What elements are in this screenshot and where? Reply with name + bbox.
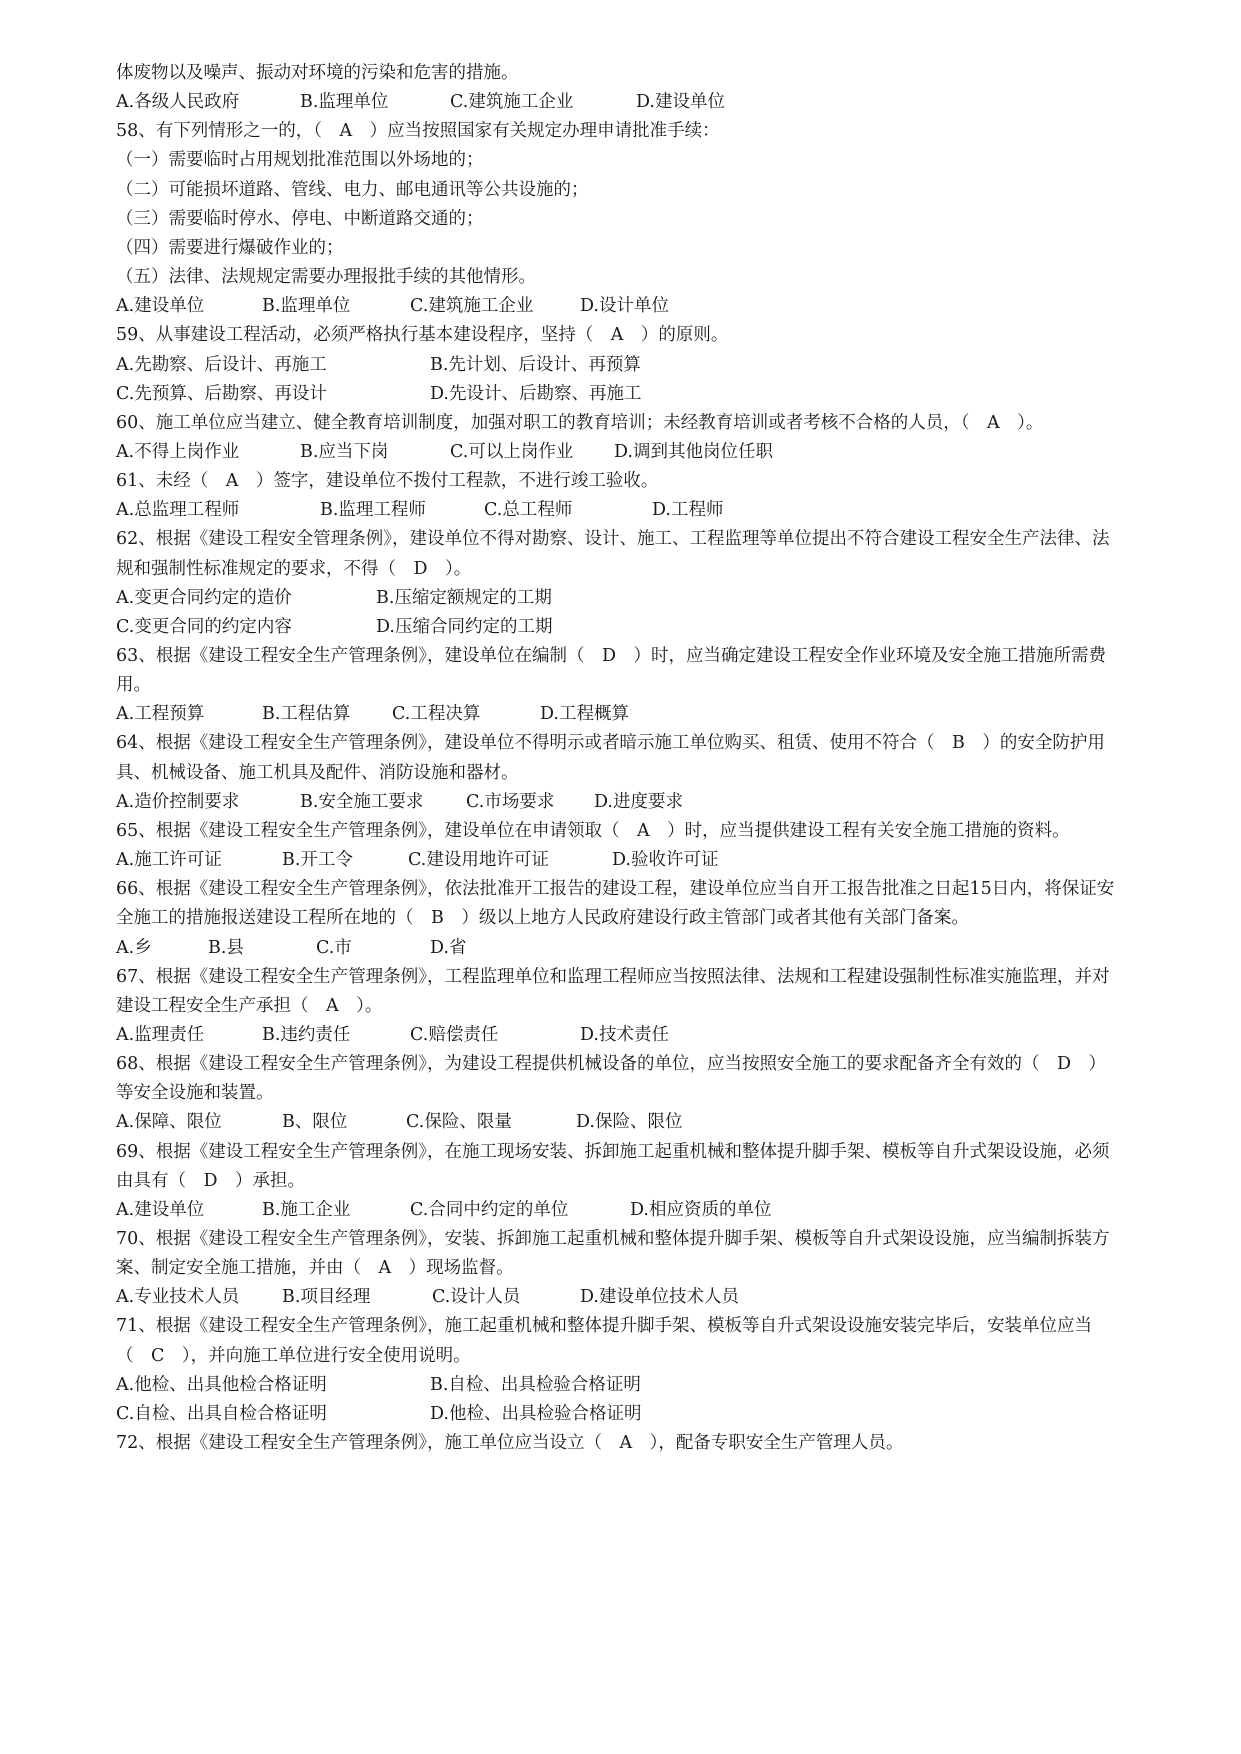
options-row: [116, 1111, 1116, 1133]
text-line: 由具有（ D ）承担。: [116, 1171, 306, 1191]
text-line: 70、根据《建设工程安全生产管理条例》，安装、拆卸施工起重机械和整体提升脚手架、模板等自升式架设设施，应当编制拆装方: [116, 1229, 1110, 1249]
answer-option: A.总监理工程师: [116, 500, 240, 520]
answer-option: D.省: [430, 938, 467, 958]
text-line: （五）法律、法规规定需要办理报批手续的其他情形。: [116, 267, 536, 287]
answer-option: D.验收许可证: [612, 850, 719, 870]
answer-option: A.建设单位: [116, 1200, 205, 1220]
options-row: [116, 1374, 1116, 1396]
answer-option: A.专业技术人员: [116, 1287, 240, 1307]
answer-option: B.工程估算: [262, 704, 351, 724]
options-row: [116, 587, 1116, 609]
options-row: [116, 791, 1116, 813]
answer-option: A.造价控制要求: [116, 792, 240, 812]
answer-option: A.乡: [116, 938, 152, 958]
text-line: 规和强制性标准规定的要求，不得（ D ）。: [116, 559, 472, 579]
text-line: 71、根据《建设工程安全生产管理条例》，施工起重机械和整体提升脚手架、模板等自升式架设设施安装完毕后，安装单位应当: [116, 1316, 1093, 1336]
answer-option: B.项目经理: [282, 1287, 371, 1307]
options-row: [116, 1199, 1116, 1221]
answer-option: D.设计单位: [580, 296, 669, 316]
answer-option: A.他检、出具他检合格证明: [116, 1375, 327, 1395]
answer-option: A.保障、限位: [116, 1112, 222, 1132]
answer-option: B.施工企业: [262, 1200, 351, 1220]
answer-option: A.不得上岗作业: [116, 442, 240, 462]
text-line: （三）需要临时停水、停电、中断道路交通的；: [116, 209, 484, 229]
answer-option: C.变更合同的约定内容: [116, 617, 292, 637]
answer-option: D.建设单位: [636, 92, 725, 112]
options-row: [116, 499, 1116, 521]
answer-option: B.县: [208, 938, 244, 958]
options-row: [116, 1286, 1116, 1308]
answer-option: C.市场要求: [466, 792, 555, 812]
answer-option: D.先设计、后勘察、再施工: [430, 384, 642, 404]
text-line: 等安全设施和装置。: [116, 1083, 274, 1103]
options-row: [116, 91, 1116, 113]
answer-option: D.保险、限位: [576, 1112, 683, 1132]
text-line: 64、根据《建设工程安全生产管理条例》，建设单位不得明示或者暗示施工单位购买、租赁、使用不符合（ B ）的安全防护用: [116, 733, 1105, 753]
answer-option: B.压缩定额规定的工期: [376, 588, 552, 608]
text-line: 体废物以及噪声、振动对环境的污染和危害的措施。: [116, 63, 519, 83]
answer-option: C.建筑施工企业: [410, 296, 534, 316]
text-line: 59、从事建设工程活动，必须严格执行基本建设程序，坚持（ A ）的原则。: [116, 325, 729, 345]
options-row: [116, 849, 1116, 871]
answer-option: D.工程师: [652, 500, 724, 520]
answer-option: B.违约责任: [262, 1025, 351, 1045]
answer-option: D.进度要求: [594, 792, 683, 812]
answer-option: B.先计划、后设计、再预算: [430, 355, 641, 375]
text-line: 63、根据《建设工程安全生产管理条例》，建设单位在编制（ D ）时，应当确定建设工程安全作业环境及安全施工措施所需费: [116, 646, 1107, 666]
text-line: 66、根据《建设工程安全生产管理条例》，依法批准开工报告的建设工程，建设单位应当自开工报告批准之日起15日内，将保证安: [116, 879, 1115, 899]
answer-option: C.总工程师: [484, 500, 573, 520]
answer-option: A.各级人民政府: [116, 92, 240, 112]
text-line: （二）可能损坏道路、管线、电力、邮电通讯等公共设施的；: [116, 180, 589, 200]
text-line: 61、未经（ A ）签字，建设单位不拨付工程款，不进行竣工验收。: [116, 471, 659, 491]
answer-option: C.工程决算: [392, 704, 481, 724]
answer-option: D.建设单位技术人员: [580, 1287, 739, 1307]
answer-option: D.技术责任: [580, 1025, 669, 1045]
answer-option: C.合同中约定的单位: [410, 1200, 569, 1220]
answer-option: B.开工令: [282, 850, 353, 870]
options-row: [116, 1024, 1116, 1046]
options-row: [116, 937, 1116, 959]
answer-option: B.自检、出具检验合格证明: [430, 1375, 641, 1395]
text-line: 72、根据《建设工程安全生产管理条例》，施工单位应当设立（ A ），配备专职安全生产管理人员。: [116, 1433, 904, 1453]
answer-option: D.他检、出具检验合格证明: [430, 1404, 642, 1424]
answer-option: C.自检、出具自检合格证明: [116, 1404, 327, 1424]
answer-option: A.变更合同约定的造价: [116, 588, 292, 608]
answer-option: C.市: [316, 938, 352, 958]
options-row: [116, 1403, 1116, 1425]
text-line: 具、机械设备、施工机具及配件、消防设施和器材。: [116, 763, 519, 783]
text-line: 建设工程安全生产承担（ A ）。: [116, 996, 383, 1016]
options-row: [116, 616, 1116, 638]
answer-option: A.施工许可证: [116, 850, 222, 870]
text-line: 全施工的措施报送建设工程所在地的（ B ）级以上地方人民政府建设行政主管部门或者其他有关部门备案。: [116, 908, 969, 928]
answer-option: D.相应资质的单位: [630, 1200, 772, 1220]
answer-option: D.压缩合同约定的工期: [376, 617, 553, 637]
answer-option: C.设计人员: [432, 1287, 521, 1307]
answer-option: B.监理工程师: [320, 500, 426, 520]
answer-option: A.先勘察、后设计、再施工: [116, 355, 327, 375]
answer-option: A.建设单位: [116, 296, 205, 316]
text-line: 用。: [116, 675, 151, 695]
text-line: 60、施工单位应当建立、健全教育培训制度，加强对职工的教育培训；未经教育培训或者考核不合格的人员，（ A ）。: [116, 413, 1044, 433]
options-row: [116, 354, 1116, 376]
answer-option: C.赔偿责任: [410, 1025, 499, 1045]
answer-option: C.建设用地许可证: [408, 850, 549, 870]
answer-option: C.建筑施工企业: [450, 92, 574, 112]
text-line: 69、根据《建设工程安全生产管理条例》，在施工现场安装、拆卸施工起重机械和整体提升脚手架、模板等自升式架设设施，必须: [116, 1142, 1110, 1162]
answer-option: C.可以上岗作业: [450, 442, 574, 462]
text-line: 62、根据《建设工程安全管理条例》，建设单位不得对勘察、设计、施工、工程监理等单位提出不符合建设工程安全生产法律、法: [116, 529, 1110, 549]
options-row: [116, 295, 1116, 317]
answer-option: A.工程预算: [116, 704, 205, 724]
options-row: [116, 703, 1116, 725]
text-line: 58、有下列情形之一的，（ A ）应当按照国家有关规定办理申请批准手续：: [116, 121, 720, 141]
text-line: 65、根据《建设工程安全生产管理条例》，建设单位在申请领取（ A ）时，应当提供建设工程有关安全施工措施的资料。: [116, 821, 1070, 841]
text-line: （四）需要进行爆破作业的；: [116, 238, 344, 258]
answer-option: C.先预算、后勘察、再设计: [116, 384, 327, 404]
text-line: 案、制定安全施工措施，并由（ A ）现场监督。: [116, 1258, 514, 1278]
answer-option: B.监理单位: [300, 92, 389, 112]
answer-option: B、限位: [282, 1112, 348, 1132]
text-line: 67、根据《建设工程安全生产管理条例》，工程监理单位和监理工程师应当按照法律、法规和工程建设强制性标准实施监理，并对: [116, 967, 1110, 987]
text-line: （一）需要临时占用规划批准范围以外场地的；: [116, 150, 484, 170]
text-line: 68、根据《建设工程安全生产管理条例》，为建设工程提供机械设备的单位，应当按照安全施工的要求配备齐全有效的（ D ）: [116, 1054, 1107, 1074]
answer-option: D.工程概算: [540, 704, 629, 724]
answer-option: B.监理单位: [262, 296, 351, 316]
options-row: [116, 383, 1116, 405]
text-line: （ C ），并向施工单位进行安全使用说明。: [116, 1346, 471, 1366]
answer-option: B.应当下岗: [300, 442, 389, 462]
answer-option: B.安全施工要求: [300, 792, 424, 812]
answer-option: C.保险、限量: [406, 1112, 512, 1132]
options-row: [116, 441, 1116, 463]
answer-option: D.调到其他岗位任职: [614, 442, 773, 462]
answer-option: A.监理责任: [116, 1025, 205, 1045]
